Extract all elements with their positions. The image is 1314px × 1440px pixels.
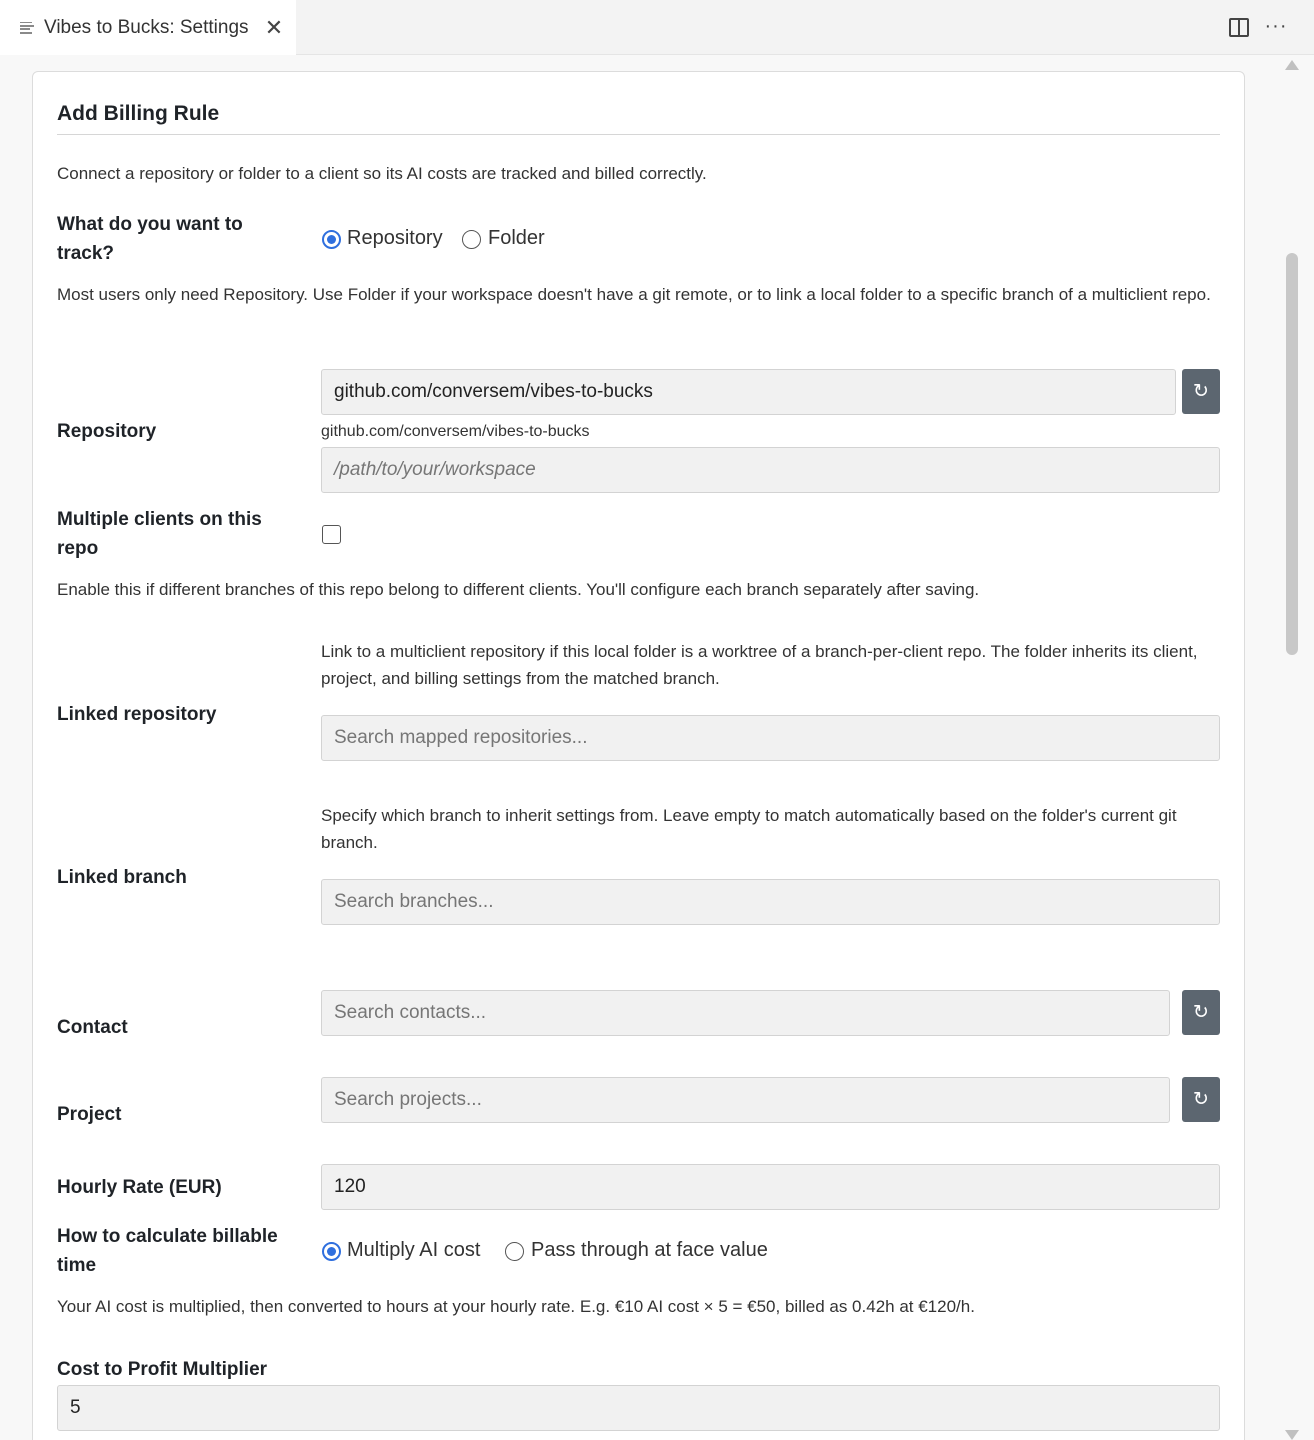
radio-pass-through[interactable] [505,1242,524,1261]
calc-label: How to calculate billable time [57,1226,278,1276]
scrollbar-thumb[interactable] [1286,253,1298,655]
scroll-up-arrow[interactable] [1285,60,1299,70]
contact-label: Contact [57,1017,128,1038]
split-editor-icon[interactable] [1229,18,1249,37]
editor-tab-bar [0,0,1314,55]
multiclient-checkbox[interactable] [322,525,341,544]
page-title: Add Billing Rule [57,102,220,125]
project-label: Project [57,1104,122,1125]
contact-search[interactable]: Search contacts... [321,990,1170,1036]
linked-branch-label: Linked branch [57,867,187,888]
multiclient-help: Enable this if different branches of this repo belong to different clients. You'll configure each branch separately after saving. [57,580,980,599]
linked-branch-search[interactable]: Search branches... [321,879,1220,925]
hourly-rate-input[interactable]: 120 [321,1164,1220,1210]
multiplier-input[interactable]: 5 [57,1385,1220,1431]
more-actions-icon[interactable]: ··· [1264,15,1288,37]
calc-help: Your AI cost is multiplied, then converted to hours at your hourly rate. E.g. €10 AI cost × 5 = €50, billed as 0.42h at €120/h. [57,1297,975,1316]
linked-repo-label: Linked repository [57,704,217,725]
radio-multiply[interactable] [322,1242,341,1261]
rate-label: Hourly Rate (EUR) [57,1177,222,1198]
linked-repo-search[interactable]: Search mapped repositories... [321,715,1220,761]
billing-rule-card [32,71,1245,1440]
project-refresh-button[interactable]: ↻ [1182,1077,1220,1122]
linked-branch-help: Specify which branch to inherit settings from. Leave empty to match automatically based on the folder's current git branch. [321,806,1177,852]
track-label: What do you want to track? [57,214,243,264]
intro-text: Connect a repository or folder to a client so its AI costs are tracked and billed correctly. [57,164,707,183]
workspace-path-input[interactable]: /path/to/your/workspace [321,447,1220,493]
contact-refresh-button[interactable]: ↻ [1182,990,1220,1035]
repository-label: Repository [57,421,157,442]
project-search[interactable]: Search projects... [321,1077,1170,1123]
title-divider [57,134,1220,135]
close-icon[interactable]: ✕ [264,15,284,40]
radio-repository-label[interactable]: Repository [347,227,443,249]
tab-settings[interactable] [0,0,296,55]
repository-refresh-button[interactable]: ↻ [1182,369,1220,414]
track-help: Most users only need Repository. Use Folder if your workspace doesn't have a git remote, or to link a local folder to a specific branch of a multiclient repo. [57,285,1211,304]
detected-repository: github.com/conversem/vibes-to-bucks [321,423,590,440]
scroll-down-arrow[interactable] [1285,1430,1299,1440]
radio-pass-through-label[interactable]: Pass through at face value [531,1239,768,1261]
preview-icon [20,21,36,35]
radio-repository[interactable] [322,230,341,249]
multiclient-label: Multiple clients on this repo [57,509,262,559]
radio-folder[interactable] [462,230,481,249]
radio-multiply-label[interactable]: Multiply AI cost [347,1239,481,1261]
tab-title: Vibes to Bucks: Settings [44,16,249,38]
radio-folder-label[interactable]: Folder [488,227,545,249]
repository-input[interactable]: github.com/conversem/vibes-to-bucks [321,369,1176,415]
multiplier-label: Cost to Profit Multiplier [57,1359,268,1380]
linked-repo-help: Link to a multiclient repository if this local folder is a worktree of a branch-per-client repo. The folder inherits its client, project, and billing settings from the matched branch. [321,642,1198,688]
